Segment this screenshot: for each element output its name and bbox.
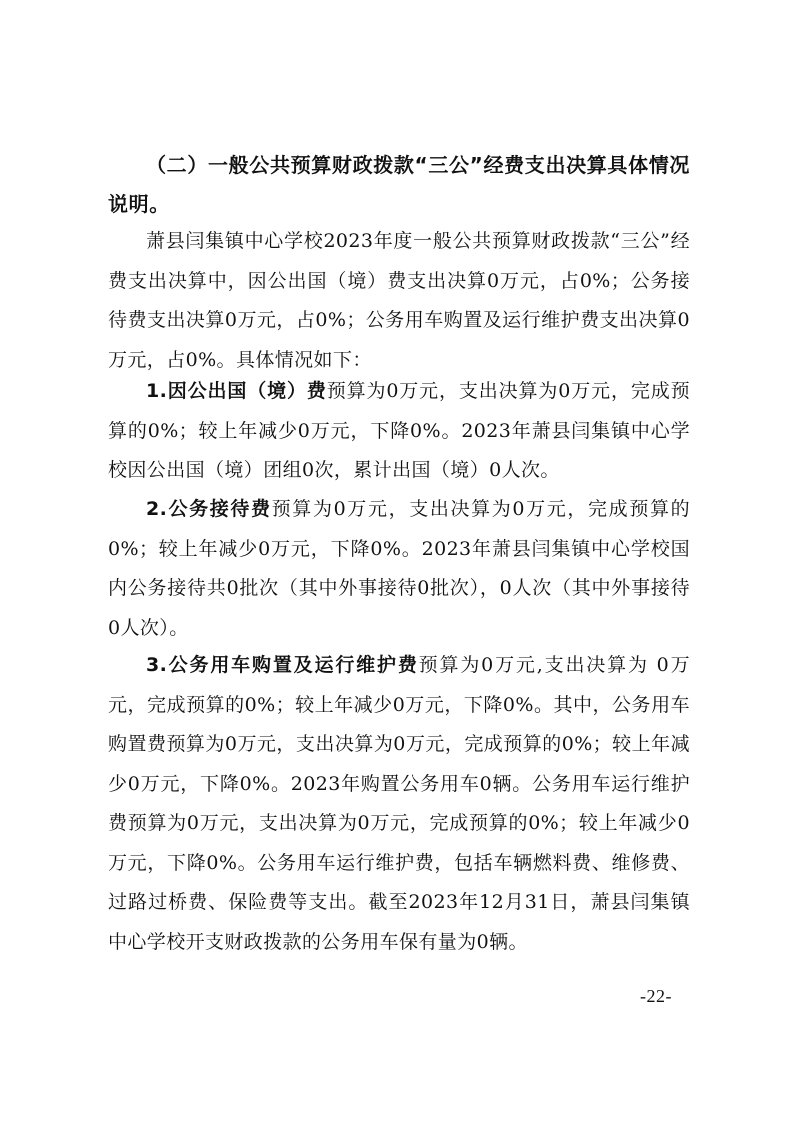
- intro-paragraph: 萧县闫集镇中心学校2023年度一般公共预算财政拨款“三公”经费支出决算中，因公出国（境）费支出决算0万元，占0%；公务接待费支出决算0万元，占0%；公务用车购置及运行维护费支出决算0万元，占0%。具体情况如下：: [108, 230, 690, 371]
- item-text-1: 预算为0万元，支出决算为0万元，完成预算的0%；较上年减少0万元，下降0%。2023年萧县闫集镇中心学校因公出国（境）团组0次，累计出国（境）0人次。: [108, 380, 690, 481]
- item-paragraph-1: [108, 372, 690, 491]
- item-lead-3: 3.公务用车购置及运行维护费: [146, 654, 419, 676]
- item-lead-1: 1.因公出国（境）费: [146, 380, 327, 402]
- item-paragraph-2: [108, 490, 690, 648]
- section-heading: （二）一般公共预算财政拨款“三公”经费支出决算具体情况说明。: [108, 153, 690, 216]
- item-text-2: 预算为0万元，支出决算为0万元，完成预算的0%；较上年减少0万元，下降0%。2023年萧县闫集镇中心学校国内公务接待共0批次（其中外事接待0批次），0人次（其中外事接待0人次）。: [108, 498, 690, 639]
- page-number: -22-: [640, 986, 672, 1006]
- item-paragraph-3: [108, 646, 690, 962]
- item-text-3: 预算为0万元,支出决算为 0万元，完成预算的0%；较上年减少0万元，下降0%。其中，公务用车购置费预算为0万元，支出决算为0万元，完成预算的0%；较上年减少0万元，下降0%。2023年购置公务用车0辆。公务用车运行维护费预算为0万元，支出决算为0万元，完成预算的0%；较上年减少0万元，下降0%。公务用车运行维护费，包括车辆燃料费、维修费、过路过桥费、保险费等支出。截至2023年12月31日，萧县闫集镇中心学校开支财政拨款的公务用车保有量为0辆。: [108, 654, 690, 953]
- item-lead-2: 2.公务接待费: [146, 498, 272, 520]
